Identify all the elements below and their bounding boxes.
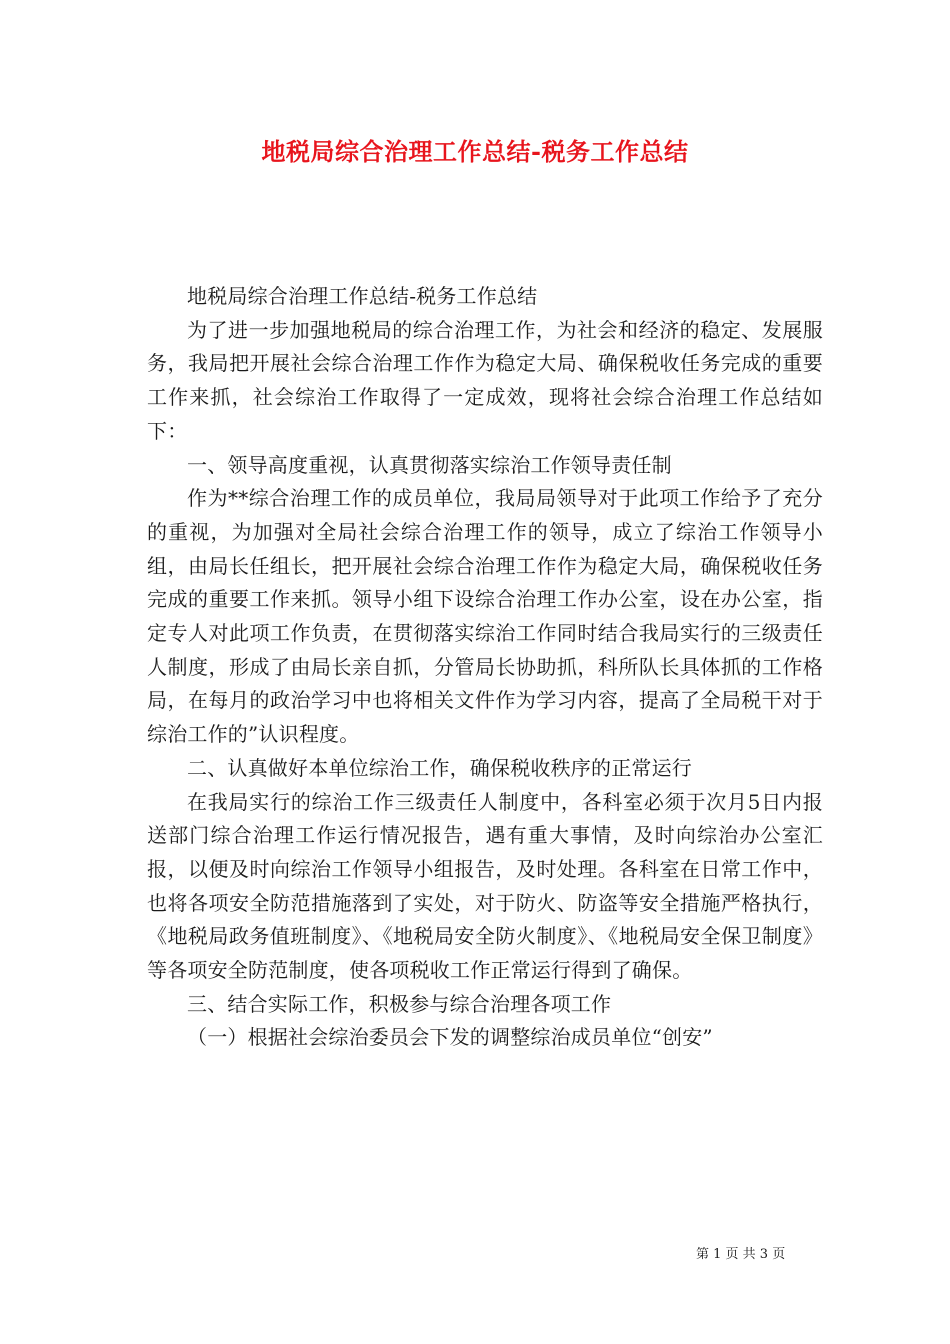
document-body bbox=[147, 280, 823, 1055]
section-heading-2: 二、认真做好本单位综治工作，确保税收秩序的正常运行 bbox=[187, 755, 692, 780]
section-heading-1: 一、领导高度重视，认真贯彻落实综治工作领导责任制 bbox=[187, 452, 672, 477]
paragraph-section-2: 在我局实行的综治工作三级责任人制度中，各科室必须于次月5日内报送部门综合治理工作运行情况报告，遇有重大事情，及时向综治办公室汇报，以便及时向综治工作领导小组报告，及时处理。各科室在日常工作中，也将各项安全防范措施落到了实处，对于防火、防盗等安全措施严格执行，《地税局政务值班制度》、《地税局安全防火制度》、《地税局安全保卫制度》等各项安全防范制度，使各项税收工作正常运行得到了确保。 bbox=[147, 789, 823, 983]
document-title: 地税局综合治理工作总结-税务工作总结 bbox=[261, 137, 689, 166]
page-number-footer: 第 1 页 共 3 页 bbox=[696, 1247, 786, 1262]
paragraph-subtitle: 地税局综合治理工作总结-税务工作总结 bbox=[187, 284, 538, 308]
section-heading-3: 三、结合实际工作，积极参与综合治理各项工作 bbox=[187, 991, 612, 1016]
paragraph-section-3-1: （一）根据社会综治委员会下发的调整综治成员单位“创安” bbox=[187, 1025, 713, 1050]
paragraph-section-1: 作为**综合治理工作的成员单位，我局局领导对于此项工作给予了充分的重视，为加强对全局社会综合治理工作的领导，成立了综治工作领导小组，由局长任组长，把开展社会综合治理工作作为稳定大局，确保税收任务完成的重要工作来抓。领导小组下设综合治理工作办公室，设在办公室，指定专人对此项工作负责，在贯彻落实综治工作同时结合我局实行的三级责任人制度，形成了由局长亲自抓，分管局长协助抓，科所队长具体抓的工作格局，在每月的政治学习中也将相关文件作为学习内容，提高了全局税干对于综治工作的”认识程度。 bbox=[147, 486, 823, 747]
paragraph-intro: 为了进一步加强地税局的综合治理工作，为社会和经济的稳定、发展服务，我局把开展社会综合治理工作作为稳定大局、确保税收任务完成的重要工作来抓，社会综治工作取得了一定成效，现将社会综合治理工作总结如下： bbox=[147, 317, 823, 443]
